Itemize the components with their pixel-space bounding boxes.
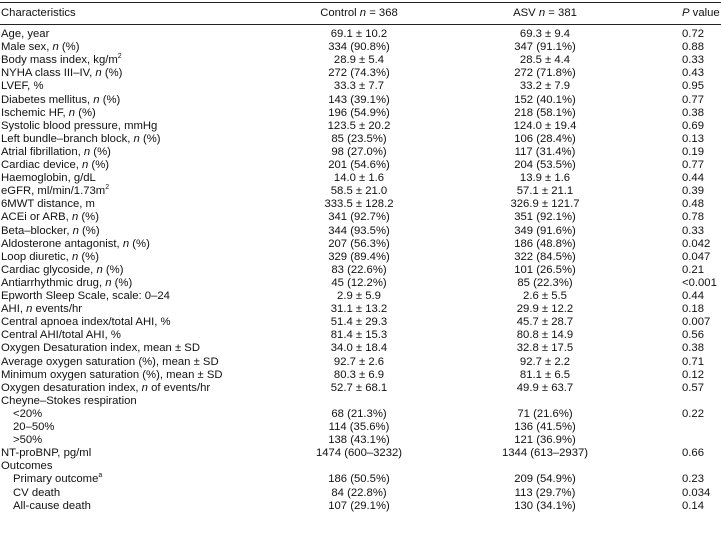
cell-p-value: 0.13 — [682, 132, 704, 145]
cell-control: 107 (29.1%) — [328, 499, 390, 512]
table-row — [0, 500, 721, 513]
cell-control: 81.4 ± 15.3 — [330, 329, 388, 342]
cell-control: 341 (92.7%) — [328, 211, 390, 224]
table-row — [0, 185, 721, 198]
table-row — [0, 277, 721, 290]
cell-control: 69.1 ± 10.2 — [330, 28, 388, 40]
cell-control: 80.3 ± 6.9 — [333, 368, 385, 381]
table-row — [0, 198, 721, 211]
cell-control: 2.9 ± 5.9 — [337, 290, 381, 302]
cell-control: 92.7 ± 2.6 — [333, 355, 385, 368]
table-row — [0, 342, 721, 355]
cell-p-value: 0.44 — [682, 290, 704, 302]
cell-characteristic: Cheyne–Stokes respiration — [1, 394, 137, 407]
cell-p-value: 0.034 — [682, 486, 711, 499]
table-row — [0, 447, 721, 460]
cell-characteristic: NYHA class III–IV, n (%) — [1, 67, 123, 80]
cell-asv: 347 (91.1%) — [514, 41, 576, 54]
table-row — [0, 80, 721, 93]
cell-characteristic: Average oxygen saturation (%), mean ± SD — [1, 355, 219, 368]
table-row — [0, 251, 721, 264]
table-row — [0, 369, 721, 382]
table-row — [0, 408, 721, 421]
cell-asv: 113 (29.7%) — [514, 486, 576, 499]
cell-p-value: 0.72 — [682, 28, 704, 40]
cell-characteristic: Left bundle–branch block, n (%) — [1, 132, 161, 145]
cell-asv: 124.0 ± 19.4 — [513, 119, 577, 132]
table-row — [0, 94, 721, 107]
cell-p-value: 0.56 — [682, 329, 704, 342]
cell-characteristic: Cardiac glycoside, n (%) — [1, 263, 124, 276]
table-row — [0, 303, 721, 316]
cell-asv: 33.2 ± 7.9 — [519, 80, 571, 93]
cell-p-value: 0.18 — [682, 303, 704, 316]
cell-p-value: 0.19 — [682, 145, 704, 158]
cell-characteristic: Epworth Sleep Scale, scale: 0–24 — [1, 290, 170, 302]
table-row — [0, 28, 721, 41]
cell-p-value: 0.77 — [682, 159, 704, 171]
header-characteristics: Characteristics — [1, 7, 76, 19]
cell-characteristic: Atrial fibrillation, n (%) — [1, 145, 111, 158]
table-row — [0, 487, 721, 500]
cell-p-value: 0.66 — [682, 447, 704, 460]
cell-p-value: 0.23 — [682, 473, 704, 486]
cell-control: 1474 (600–3232) — [315, 447, 403, 460]
cell-characteristic: Oxygen desaturation index, n of events/hr — [1, 381, 211, 394]
cell-asv: 49.9 ± 63.7 — [516, 381, 574, 394]
cell-p-value: 0.39 — [682, 185, 704, 198]
cell-control: 83 (22.6%) — [331, 263, 387, 276]
cell-characteristic: NT-proBNP, pg/ml — [1, 447, 92, 460]
cell-asv: 69.3 ± 9.4 — [519, 28, 571, 40]
cell-asv: 218 (58.1%) — [514, 106, 576, 119]
cell-asv: 204 (53.5%) — [514, 159, 576, 171]
table-row — [0, 225, 721, 238]
cell-asv: 71 (21.6%) — [517, 407, 573, 420]
table-row — [0, 460, 721, 473]
cell-control: 329 (89.4%) — [328, 250, 390, 263]
table-header-row — [0, 6, 721, 20]
table-row — [0, 316, 721, 329]
cell-control: 333.5 ± 128.2 — [324, 198, 394, 211]
cell-control: 196 (54.9%) — [328, 106, 390, 119]
cell-characteristic: Central AHI/total AHI, % — [1, 329, 121, 342]
cell-asv: 106 (28.4%) — [514, 132, 576, 145]
table-row — [0, 264, 721, 277]
cell-asv: 32.8 ± 17.5 — [516, 342, 574, 355]
cell-asv: 92.7 ± 2.2 — [519, 355, 571, 368]
cell-asv: 1344 (613–2937) — [501, 447, 589, 460]
header-p-value: P value — [682, 7, 720, 19]
cell-asv: 13.9 ± 1.6 — [519, 172, 571, 185]
cell-characteristic: <20% — [13, 407, 43, 420]
cell-characteristic: Loop diuretic, n (%) — [1, 250, 99, 263]
cell-asv: 209 (54.9%) — [514, 473, 576, 486]
cell-p-value: 0.12 — [682, 368, 704, 381]
cell-characteristic: eGFR, $ml/\min/1.73m^2$ — [1, 184, 110, 198]
cell-characteristic: >50% — [13, 434, 43, 447]
cell-control: 33.3 ± 7.7 — [333, 80, 385, 93]
table-row — [0, 238, 721, 251]
cell-asv: 85 (22.3%) — [517, 276, 573, 289]
cell-asv: 272 (71.8%) — [514, 67, 576, 80]
cell-p-value: 0.38 — [682, 342, 704, 355]
table-row — [0, 172, 721, 185]
cell-p-value: 0.33 — [682, 54, 704, 67]
cell-asv: 81.1 ± 6.5 — [519, 368, 571, 381]
cell-p-value: 0.71 — [682, 355, 704, 368]
table-row — [0, 67, 721, 80]
cell-control: 31.1 ± 13.2 — [330, 303, 388, 316]
header-asv: ASV n = 381 — [513, 7, 577, 19]
cell-control: 143 (39.1%) — [328, 93, 390, 106]
cell-control: 28.9 ± 5.4 — [333, 54, 385, 67]
cell-control: 138 (43.1%) — [328, 434, 390, 447]
table-row — [0, 434, 721, 447]
table-row — [0, 146, 721, 159]
header-control: Control n = 368 — [320, 7, 398, 19]
cell-characteristic: CV death — [13, 486, 61, 499]
cell-control: 334 (90.8%) — [328, 41, 390, 54]
cell-p-value: 0.48 — [682, 198, 704, 211]
cell-control: 123.5 ± 20.2 — [327, 119, 391, 132]
cell-control: 98 (27.0%) — [331, 145, 387, 158]
cell-characteristic: 20–50% — [13, 421, 55, 433]
cell-p-value: 0.042 — [682, 237, 711, 250]
cell-control: 186 (50.5%) — [328, 473, 390, 486]
cell-characteristic: All-cause death — [13, 499, 91, 512]
cell-characteristic: Outcomes — [1, 460, 53, 473]
cell-characteristic: Diabetes mellitus, n (%) — [1, 93, 121, 106]
table-row — [0, 159, 721, 172]
cell-p-value: 0.38 — [682, 106, 704, 119]
cell-characteristic: LVEF, % — [1, 80, 44, 93]
table-row — [0, 395, 721, 408]
cell-p-value: 0.77 — [682, 93, 704, 106]
table-row — [0, 382, 721, 395]
cell-control: 201 (54.6%) — [328, 159, 390, 171]
cell-control: 68 (21.3%) — [331, 407, 387, 420]
table-row — [0, 290, 721, 303]
cell-control: 85 (23.5%) — [331, 132, 387, 145]
cell-p-value: 0.69 — [682, 119, 704, 132]
cell-p-value: 0.21 — [682, 263, 704, 276]
cell-characteristic: AHI, n events/hr — [1, 303, 83, 316]
cell-asv: 322 (84.5%) — [514, 250, 576, 263]
cell-p-value: 0.047 — [682, 250, 711, 263]
cell-p-value: 0.44 — [682, 172, 704, 185]
cell-asv: 121 (36.9%) — [514, 434, 576, 447]
cell-characteristic: Haemoglobin, g/dL — [1, 172, 96, 185]
table-row — [0, 421, 721, 434]
cell-asv: 29.9 ± 12.2 — [516, 303, 574, 316]
cell-characteristic: Oxygen Desaturation index, mean ± SD — [1, 342, 200, 355]
table-row — [0, 211, 721, 224]
table-row — [0, 41, 721, 54]
cell-asv: 28.5 ± 4.4 — [519, 54, 571, 67]
table-row — [0, 54, 721, 67]
cell-control: 52.7 ± 68.1 — [330, 381, 388, 394]
cell-characteristic: Body mass index, $kg/m^2$ — [1, 53, 122, 67]
cell-characteristic: Age, year — [1, 28, 50, 40]
cell-p-value: 0.78 — [682, 211, 704, 224]
cell-control: 58.5 ± 21.0 — [330, 185, 388, 198]
cell-characteristic: Primary outcome$^a$ — [13, 472, 103, 486]
cell-control: 34.0 ± 18.4 — [330, 342, 388, 355]
cell-asv: 117 (31.4%) — [514, 145, 576, 158]
cell-characteristic: Antiarrhythmic drug, n (%) — [1, 276, 133, 289]
cell-asv: 80.8 ± 14.9 — [516, 329, 574, 342]
cell-control: 14.0 ± 1.6 — [333, 172, 385, 185]
cell-characteristic: Aldosterone antagonist, n (%) — [1, 237, 150, 250]
cell-p-value: 0.43 — [682, 67, 704, 80]
cell-characteristic: Male sex, n (%) — [1, 41, 80, 54]
cell-control: 344 (93.5%) — [328, 224, 390, 237]
cell-characteristic: Beta–blocker, n (%) — [1, 224, 100, 237]
cell-asv: 186 (48.8%) — [514, 237, 576, 250]
cell-characteristic: ACEi or ARB, n (%) — [1, 211, 99, 224]
table-row — [0, 356, 721, 369]
cell-asv: 101 (26.5%) — [514, 263, 576, 276]
table-row — [0, 473, 721, 486]
cell-control: 84 (22.8%) — [331, 486, 387, 499]
cell-asv: 152 (40.1%) — [514, 93, 576, 106]
cell-characteristic: Central apnoea index/total AHI, % — [1, 316, 171, 329]
cell-control: 207 (56.3%) — [328, 237, 390, 250]
cell-control: 272 (74.3%) — [328, 67, 390, 80]
table-row — [0, 133, 721, 146]
cell-characteristic: 6MWT distance, m — [1, 198, 95, 211]
table-top-rule — [0, 2, 721, 3]
cell-p-value: 0.88 — [682, 41, 704, 54]
cell-control: 51.4 ± 29.3 — [330, 316, 388, 329]
cell-asv: 349 (91.6%) — [514, 224, 576, 237]
cell-asv: 2.6 ± 5.5 — [523, 290, 567, 302]
cell-asv: 326.9 ± 121.7 — [510, 198, 580, 211]
table-row — [0, 120, 721, 133]
table-header-rule — [0, 24, 721, 25]
cell-asv: 130 (34.1%) — [514, 499, 576, 512]
cell-asv: 57.1 ± 21.1 — [516, 185, 574, 198]
cell-control: 45 (12.2%) — [331, 276, 387, 289]
cell-p-value: 0.22 — [682, 407, 704, 420]
cell-characteristic: Cardiac device, n (%) — [1, 159, 110, 171]
cell-asv: 351 (92.1%) — [514, 211, 576, 224]
cell-characteristic: Minimum oxygen saturation (%), mean ± SD — [1, 368, 223, 381]
table-row — [0, 329, 721, 342]
cell-p-value: 0.33 — [682, 224, 704, 237]
cell-p-value: 0.95 — [682, 80, 704, 93]
table-row — [0, 107, 721, 120]
cell-asv: 45.7 ± 28.7 — [516, 316, 574, 329]
cell-p-value: 0.57 — [682, 381, 704, 394]
cell-asv: 136 (41.5%) — [514, 421, 576, 433]
cell-p-value: 0.14 — [682, 499, 704, 512]
cell-characteristic: Systolic blood pressure, mmHg — [1, 119, 158, 132]
cell-p-value: 0.007 — [682, 316, 711, 329]
cell-p-value: <0.001 — [682, 276, 717, 289]
cell-characteristic: Ischemic HF, n (%) — [1, 106, 96, 119]
cell-control: 114 (35.6%) — [328, 421, 390, 433]
